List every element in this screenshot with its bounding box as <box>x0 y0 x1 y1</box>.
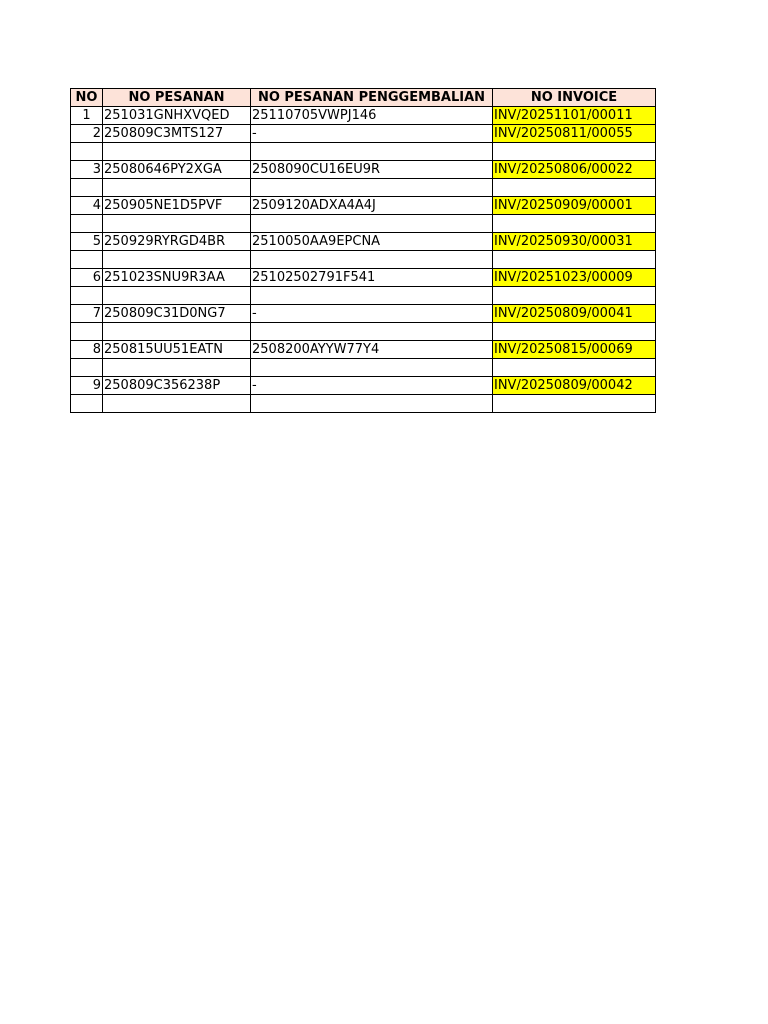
cell-no-pesanan-penggembalian[interactable]: - <box>251 305 493 323</box>
cell-no-invoice[interactable] <box>493 179 656 197</box>
cell-no-invoice[interactable] <box>493 215 656 233</box>
cell-no-invoice[interactable] <box>493 143 656 161</box>
cell-no-pesanan[interactable]: 250809C3MTS127 <box>103 125 251 143</box>
table-row <box>71 377 656 395</box>
cell-no-pesanan-penggembalian[interactable]: 25110705VWPJ146 <box>251 107 493 125</box>
cell-no-pesanan[interactable] <box>103 395 251 413</box>
table-row <box>71 287 656 305</box>
cell-no-pesanan[interactable]: 250815UU51EATN <box>103 341 251 359</box>
cell-no-invoice[interactable]: INV/20251023/00009 <box>493 269 656 287</box>
cell-no-pesanan-penggembalian[interactable]: - <box>251 125 493 143</box>
cell-no-pesanan[interactable]: 250905NE1D5PVF <box>103 197 251 215</box>
cell-no-pesanan-penggembalian[interactable] <box>251 395 493 413</box>
cell-no-pesanan-penggembalian[interactable]: 2509120ADXA4A4J <box>251 197 493 215</box>
cell-no-pesanan[interactable]: 251023SNU9R3AA <box>103 269 251 287</box>
cell-no[interactable] <box>71 143 103 161</box>
table-row <box>71 107 656 125</box>
cell-no[interactable]: 3 <box>71 161 103 179</box>
cell-no[interactable]: 5 <box>71 233 103 251</box>
table-row <box>71 143 656 161</box>
cell-no-pesanan[interactable] <box>103 215 251 233</box>
cell-no[interactable]: 1 <box>71 107 103 125</box>
cell-no[interactable] <box>71 323 103 341</box>
invoice-table <box>70 88 656 413</box>
cell-no[interactable] <box>71 395 103 413</box>
cell-no-pesanan[interactable]: 250809C31D0NG7 <box>103 305 251 323</box>
cell-no-pesanan[interactable]: 250929RYRGD4BR <box>103 233 251 251</box>
cell-no-invoice[interactable]: INV/20250909/00001 <box>493 197 656 215</box>
cell-no-pesanan-penggembalian[interactable] <box>251 323 493 341</box>
cell-no-pesanan-penggembalian[interactable]: 25102502791F541 <box>251 269 493 287</box>
cell-no-invoice[interactable]: INV/20250811/00055 <box>493 125 656 143</box>
table-row <box>71 197 656 215</box>
cell-no-invoice[interactable]: INV/20250809/00041 <box>493 305 656 323</box>
cell-no-pesanan-penggembalian[interactable] <box>251 287 493 305</box>
table-row <box>71 269 656 287</box>
cell-no-invoice[interactable] <box>493 359 656 377</box>
cell-no[interactable]: 2 <box>71 125 103 143</box>
header-no-pesanan[interactable]: NO PESANAN <box>103 89 251 107</box>
table-body <box>71 107 656 413</box>
table-row <box>71 305 656 323</box>
cell-no-pesanan-penggembalian[interactable]: 2508090CU16EU9R <box>251 161 493 179</box>
cell-no-pesanan-penggembalian[interactable]: 2508200AYYW77Y4 <box>251 341 493 359</box>
cell-no[interactable]: 9 <box>71 377 103 395</box>
cell-no-invoice[interactable]: INV/20250815/00069 <box>493 341 656 359</box>
cell-no[interactable] <box>71 251 103 269</box>
cell-no-pesanan-penggembalian[interactable] <box>251 215 493 233</box>
cell-no-pesanan[interactable] <box>103 323 251 341</box>
cell-no[interactable] <box>71 179 103 197</box>
cell-no-pesanan[interactable]: 25080646PY2XGA <box>103 161 251 179</box>
table-row <box>71 341 656 359</box>
table-row <box>71 215 656 233</box>
cell-no-invoice[interactable]: INV/20250806/00022 <box>493 161 656 179</box>
header-row <box>71 89 656 107</box>
cell-no-pesanan[interactable]: 250809C356238P <box>103 377 251 395</box>
cell-no-pesanan[interactable] <box>103 287 251 305</box>
cell-no[interactable]: 7 <box>71 305 103 323</box>
cell-no-invoice[interactable]: INV/20250930/00031 <box>493 233 656 251</box>
cell-no-pesanan-penggembalian[interactable]: - <box>251 377 493 395</box>
cell-no-invoice[interactable] <box>493 323 656 341</box>
cell-no-pesanan-penggembalian[interactable]: 2510050AA9EPCNA <box>251 233 493 251</box>
cell-no-pesanan[interactable] <box>103 143 251 161</box>
cell-no-invoice[interactable]: INV/20250809/00042 <box>493 377 656 395</box>
cell-no[interactable] <box>71 287 103 305</box>
cell-no-invoice[interactable]: INV/20251101/00011 <box>493 107 656 125</box>
cell-no-invoice[interactable] <box>493 251 656 269</box>
cell-no[interactable]: 8 <box>71 341 103 359</box>
cell-no-pesanan-penggembalian[interactable] <box>251 251 493 269</box>
table-row <box>71 359 656 377</box>
cell-no-invoice[interactable] <box>493 395 656 413</box>
cell-no-pesanan[interactable] <box>103 359 251 377</box>
cell-no-pesanan-penggembalian[interactable] <box>251 359 493 377</box>
cell-no-pesanan[interactable] <box>103 179 251 197</box>
header-no-invoice[interactable]: NO INVOICE <box>493 89 656 107</box>
cell-no[interactable] <box>71 215 103 233</box>
table-row <box>71 251 656 269</box>
table-row <box>71 323 656 341</box>
table-row <box>71 161 656 179</box>
table-row <box>71 125 656 143</box>
header-no[interactable]: NO <box>71 89 103 107</box>
cell-no[interactable]: 6 <box>71 269 103 287</box>
cell-no-pesanan[interactable] <box>103 251 251 269</box>
cell-no-pesanan[interactable]: 251031GNHXVQED <box>103 107 251 125</box>
cell-no[interactable] <box>71 359 103 377</box>
cell-no-pesanan-penggembalian[interactable] <box>251 143 493 161</box>
header-no-pesanan-penggembalian[interactable]: NO PESANAN PENGGEMBALIAN <box>251 89 493 107</box>
table-row <box>71 179 656 197</box>
cell-no-pesanan-penggembalian[interactable] <box>251 179 493 197</box>
cell-no[interactable]: 4 <box>71 197 103 215</box>
table-row <box>71 395 656 413</box>
cell-no-invoice[interactable] <box>493 287 656 305</box>
table-row <box>71 233 656 251</box>
